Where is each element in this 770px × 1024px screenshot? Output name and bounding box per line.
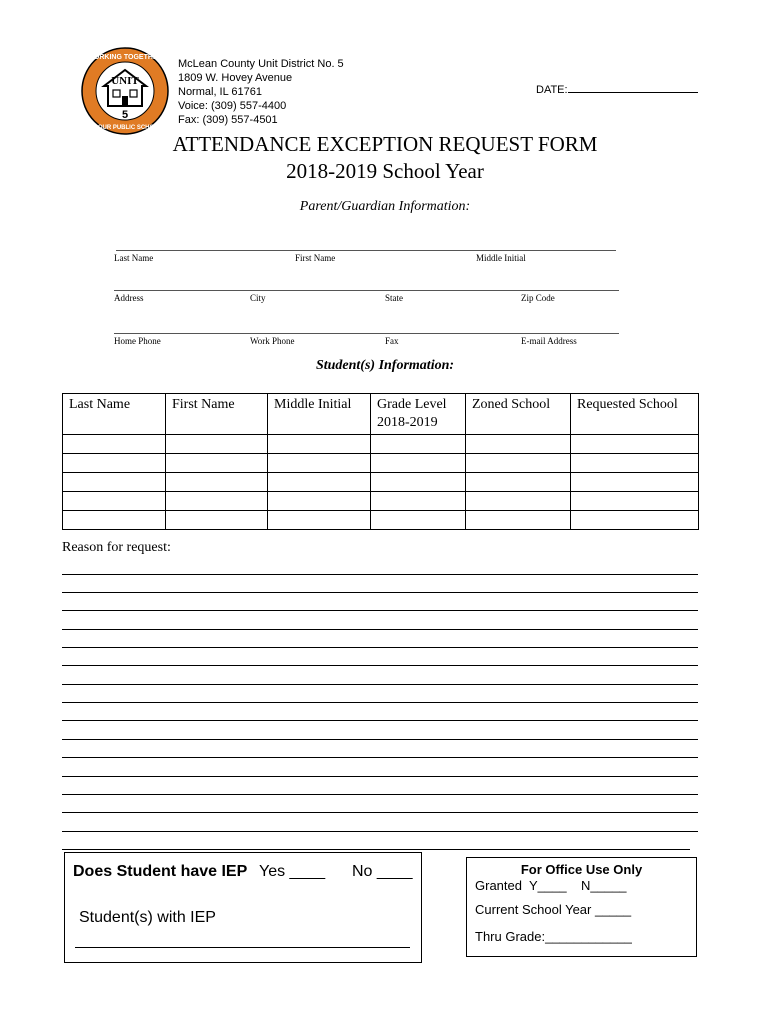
- table-cell[interactable]: [63, 454, 166, 473]
- table-cell[interactable]: [466, 435, 571, 454]
- table-cell[interactable]: [166, 492, 268, 511]
- table-cell[interactable]: [571, 473, 699, 492]
- office-granted-field[interactable]: Granted Y____ N_____: [475, 878, 627, 893]
- table-cell[interactable]: [371, 473, 466, 492]
- reason-line[interactable]: [62, 831, 698, 832]
- parent-guardian-heading: Parent/Guardian Information:: [299, 199, 471, 214]
- reason-line[interactable]: [62, 776, 698, 777]
- table-row: [63, 435, 699, 454]
- logo-unit-label: UNIT: [111, 75, 139, 87]
- column-first-name: First Name: [166, 394, 268, 435]
- district-voice: Voice: (309) 557-4400: [178, 100, 287, 112]
- students-heading: Student(s) Information:: [315, 358, 455, 373]
- table-cell[interactable]: [571, 435, 699, 454]
- office-use-box: [466, 857, 697, 957]
- column-last-name: Last Name: [63, 394, 166, 435]
- label-city: City: [250, 293, 266, 303]
- table-cell[interactable]: [371, 435, 466, 454]
- column-zoned-school: Zoned School: [466, 394, 571, 435]
- date-label: DATE:: [536, 84, 568, 96]
- office-thru-grade-field[interactable]: Thru Grade:____________: [475, 929, 632, 944]
- iep-no-field[interactable]: No ____: [352, 863, 413, 880]
- iep-yes-field[interactable]: Yes ____: [259, 863, 326, 880]
- logo-bottom-arc-text: FOR OUR PUBLIC SCHOOLS: [83, 125, 167, 131]
- table-row: [63, 473, 699, 492]
- district-city: Normal, IL 61761: [178, 86, 262, 98]
- label-first-name: First Name: [295, 253, 336, 263]
- table-cell[interactable]: [371, 492, 466, 511]
- column-grade-level: Grade Level 2018-2019: [371, 394, 466, 435]
- reason-line[interactable]: [62, 629, 698, 630]
- reason-line[interactable]: [62, 592, 698, 593]
- reason-line[interactable]: [62, 684, 698, 685]
- reason-label: Reason for request:: [62, 540, 171, 555]
- table-cell[interactable]: [571, 511, 699, 530]
- reason-line[interactable]: [62, 702, 698, 703]
- date-field[interactable]: [536, 82, 698, 96]
- label-middle-initial: Middle Initial: [476, 253, 526, 263]
- table-cell[interactable]: [63, 435, 166, 454]
- reason-line[interactable]: [62, 757, 698, 758]
- table-cell[interactable]: [371, 511, 466, 530]
- iep-box: [64, 852, 422, 963]
- table-cell[interactable]: [571, 492, 699, 511]
- reason-line[interactable]: [62, 665, 698, 666]
- logo-unit-number: 5: [121, 109, 129, 121]
- address-field-line[interactable]: [114, 290, 619, 291]
- table-cell[interactable]: [166, 435, 268, 454]
- name-field-line[interactable]: [116, 250, 616, 251]
- reason-line[interactable]: [62, 812, 698, 813]
- table-cell[interactable]: [166, 454, 268, 473]
- label-last-name: Last Name: [114, 253, 154, 263]
- table-cell[interactable]: [63, 492, 166, 511]
- date-blank[interactable]: [568, 82, 698, 93]
- table-cell[interactable]: [63, 473, 166, 492]
- column-requested-school: Requested School: [571, 394, 699, 435]
- form-title-year: 2018-2019 School Year: [286, 159, 484, 183]
- table-cell[interactable]: [166, 473, 268, 492]
- table-cell[interactable]: [268, 454, 371, 473]
- iep-question: Does Student have IEP: [73, 863, 248, 880]
- form-title-main: ATTENDANCE EXCEPTION REQUEST FORM: [172, 132, 598, 156]
- label-email-address: E-mail Address: [521, 336, 577, 346]
- table-row: [63, 492, 699, 511]
- phone-field-line[interactable]: [114, 333, 619, 334]
- logo-top-arc-text: WORKING TOGETHER: [87, 54, 163, 61]
- reason-line[interactable]: [62, 647, 698, 648]
- column-middle-initial: Middle Initial: [268, 394, 371, 435]
- table-cell[interactable]: [571, 454, 699, 473]
- table-cell[interactable]: [466, 454, 571, 473]
- table-cell[interactable]: [466, 473, 571, 492]
- reason-line[interactable]: [62, 739, 698, 740]
- label-work-phone: Work Phone: [250, 336, 295, 346]
- reason-line[interactable]: [62, 720, 698, 721]
- reason-line[interactable]: [62, 610, 698, 611]
- label-fax: Fax: [385, 336, 399, 346]
- reason-line[interactable]: [62, 849, 690, 850]
- form-title: [0, 131, 770, 185]
- district-contact: [178, 57, 344, 127]
- students-table: [62, 393, 699, 530]
- table-cell[interactable]: [371, 454, 466, 473]
- label-home-phone: Home Phone: [114, 336, 161, 346]
- students-with-iep-label: Student(s) with IEP: [79, 909, 216, 926]
- office-current-school-year-field[interactable]: Current School Year _____: [475, 902, 632, 917]
- students-with-iep-line[interactable]: [75, 947, 410, 948]
- table-row: [63, 454, 699, 473]
- table-cell[interactable]: [466, 492, 571, 511]
- label-state: State: [385, 293, 403, 303]
- district-logo: [80, 46, 170, 136]
- office-use-heading: For Office Use Only: [520, 862, 643, 877]
- reason-line[interactable]: [62, 574, 698, 575]
- table-cell[interactable]: [268, 435, 371, 454]
- reason-line[interactable]: [62, 794, 698, 795]
- label-address: Address: [114, 293, 144, 303]
- table-cell[interactable]: [268, 473, 371, 492]
- table-cell[interactable]: [466, 511, 571, 530]
- district-name: McLean County Unit District No. 5: [178, 58, 344, 70]
- table-cell[interactable]: [268, 492, 371, 511]
- label-zip-code: Zip Code: [521, 293, 555, 303]
- table-cell[interactable]: [166, 511, 268, 530]
- table-row: [63, 511, 699, 530]
- table-cell[interactable]: [63, 511, 166, 530]
- students-table-header: [63, 394, 699, 435]
- district-address: 1809 W. Hovey Avenue: [178, 72, 293, 84]
- table-cell[interactable]: [268, 511, 371, 530]
- district-fax: Fax: (309) 557-4501: [178, 114, 278, 126]
